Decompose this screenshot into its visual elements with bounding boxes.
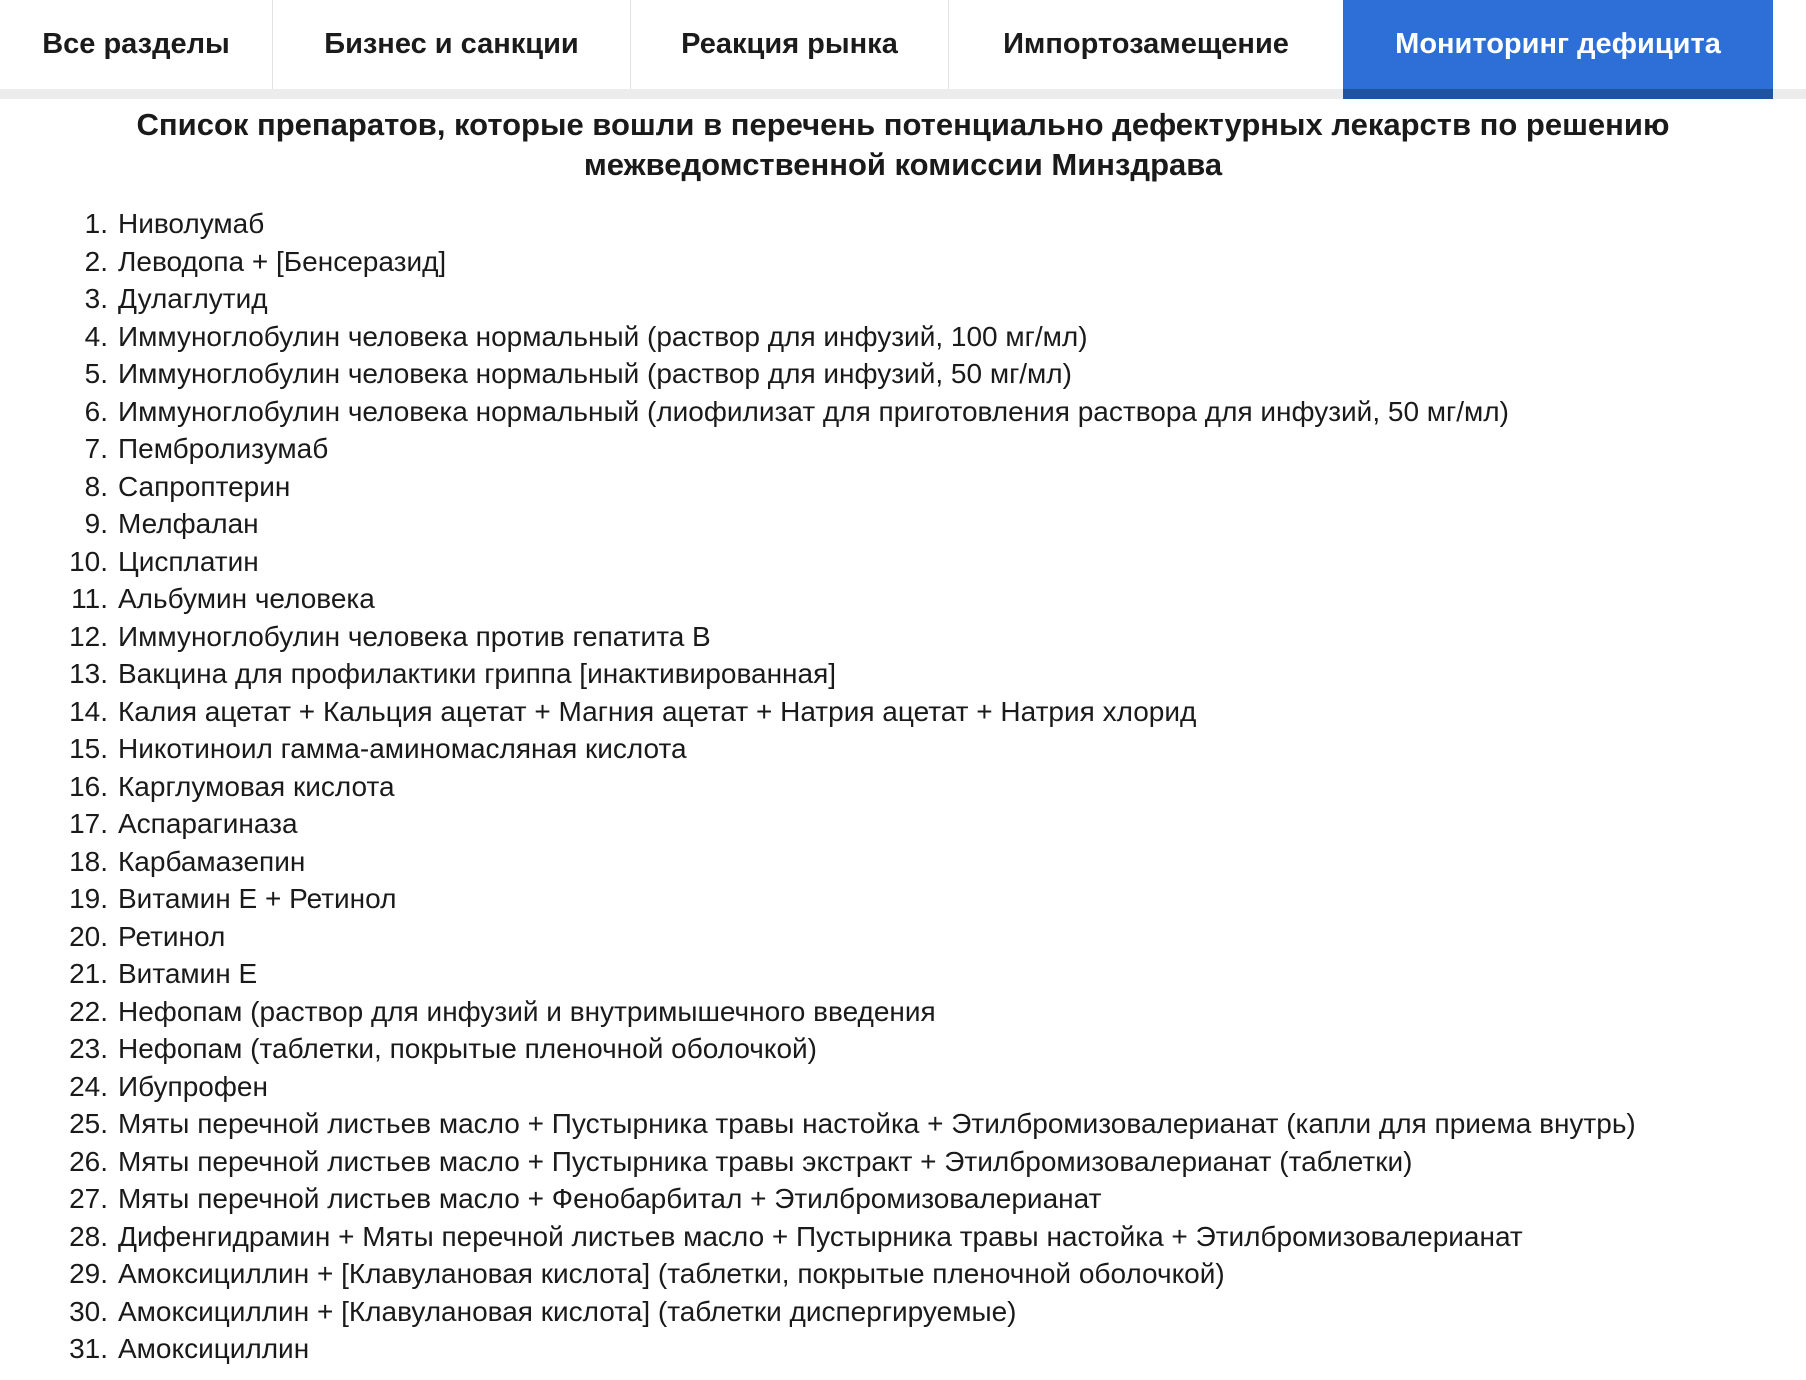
list-item: Дифенгидрамин + Мяты перечной листьев масло + Пустырника травы настойка + Этилбромизовалерианат xyxy=(118,1220,1523,1252)
tab-bar-filler xyxy=(1773,0,1806,89)
list-item: Альбумин человека xyxy=(118,583,375,614)
list-item: Ниволумаб xyxy=(118,208,265,239)
tab-bar-divider xyxy=(0,89,1806,99)
list-item: Мелфалан xyxy=(118,508,259,539)
list-item: Вакцина для профилактики гриппа [инактивированная] xyxy=(118,658,837,689)
list-item: Мяты перечной листьев масло + Пустырника травы настойка + Этилбромизовалерианат (капли для приема внутрь) xyxy=(118,1108,1636,1139)
tab-market-reaction[interactable]: Реакция рынка xyxy=(630,0,948,89)
list-item: Мяты перечной листьев масло + Фенобарбитал + Этилбромизовалерианат xyxy=(118,1183,1102,1214)
tab-deficit-monitoring[interactable]: Мониторинг дефицита xyxy=(1343,0,1773,89)
content xyxy=(0,99,1806,1368)
list-item: Амоксициллин + [Клавулановая кислота] (таблетки диспергируемые) xyxy=(118,1295,1017,1327)
list-item: Леводопа + [Бенсеразид] xyxy=(118,245,447,277)
list-item: Иммуноглобулин человека нормальный (раствор для инфузий, 100 мг/мл) xyxy=(118,320,1088,352)
tab-import-substitution[interactable]: Импортозамещение xyxy=(948,0,1343,89)
tab-all-sections[interactable]: Все разделы xyxy=(42,28,230,60)
page-title xyxy=(0,99,1806,185)
list-item: Нефопам (таблетки, покрытые пленочной оболочкой) xyxy=(118,1033,817,1064)
list-item: Пембролизумаб xyxy=(118,433,329,464)
list-item: Иммуноглобулин человека против гепатита B xyxy=(118,620,711,652)
list-item: Ретинол xyxy=(118,920,226,952)
list-item: Амоксициллин + [Клавулановая кислота] (таблетки, покрытые пленочной оболочкой) xyxy=(118,1258,1225,1289)
section-tabs xyxy=(0,0,1806,99)
list-item: Калия ацетат + Кальция ацетат + Магния ацетат + Натрия ацетат + Натрия хлорид xyxy=(118,695,1197,727)
tab-bar xyxy=(0,0,1806,89)
list-item: Сапроптерин xyxy=(118,470,291,502)
list-item: Иммуноглобулин человека нормальный (лиофилизат для приготовления раствора для инфузий, 50 мг/мл) xyxy=(118,395,1509,427)
list-item: Витамин E + Ретинол xyxy=(118,883,397,914)
list-item: Ибупрофен xyxy=(118,1070,268,1102)
list-item: Витамин E xyxy=(118,958,258,989)
list-item: Иммуноглобулин человека нормальный (раствор для инфузий, 50 мг/мл) xyxy=(118,358,1072,389)
page-title-line-2: межведомственной комиссии Минздрава xyxy=(583,147,1223,182)
list-item: Дулаглутид xyxy=(118,283,268,314)
list-item: Карбамазепин xyxy=(118,845,306,877)
list-item: Цисплатин xyxy=(118,545,259,577)
page-title-line-1: Список препаратов, которые вошли в перечень потенциально дефектурных лекарств по решению xyxy=(136,107,1670,142)
list-item: Мяты перечной листьев масло + Пустырника травы экстракт + Этилбромизовалерианат (таблетки) xyxy=(118,1145,1413,1177)
drug-list xyxy=(0,205,1650,1368)
list-item: Карглумовая кислота xyxy=(118,770,395,802)
active-tab-underline xyxy=(1343,89,1773,99)
list-item: Амоксициллин xyxy=(118,1333,310,1364)
tab-business-sanctions[interactable]: Бизнес и санкции xyxy=(272,0,630,89)
list-item: Никотиноил гамма-аминомасляная кислота xyxy=(118,733,687,764)
list-item: Нефопам (раствор для инфузий и внутримышечного введения xyxy=(118,995,936,1027)
list-item: Аспарагиназа xyxy=(118,808,298,839)
